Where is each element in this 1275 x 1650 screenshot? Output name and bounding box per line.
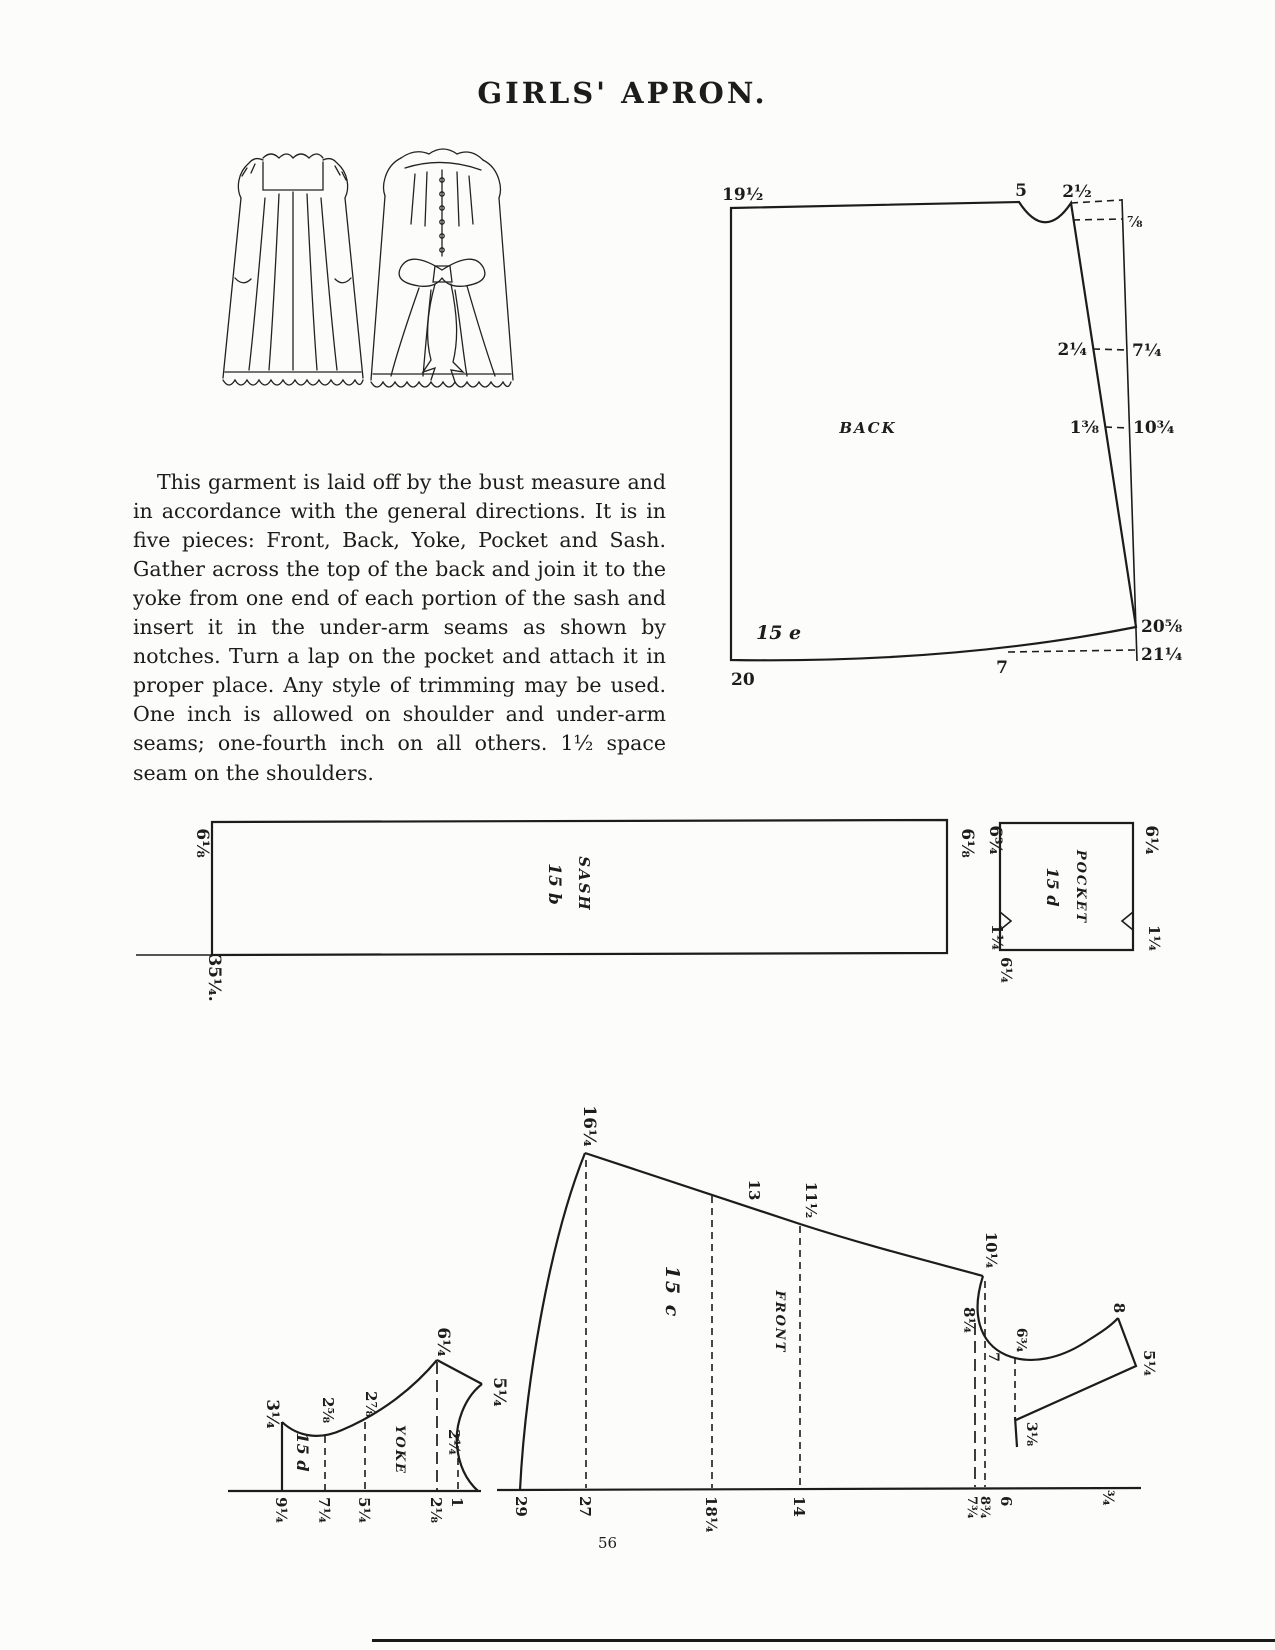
back-top-dash [1071, 200, 1122, 203]
pocket-pattern [985, 823, 1163, 983]
front-base-f: 8¾ [977, 1496, 992, 1519]
front-dim-tip-top: 8 [1110, 1302, 1128, 1314]
front-dim-armhole-b: 7 [985, 1352, 1001, 1362]
front-strap-edges [1016, 1318, 1136, 1420]
sash-piece-name: SASH [575, 856, 593, 912]
yoke-dim-tip: 5¼ [489, 1377, 509, 1407]
yoke-base-e: 1 [448, 1497, 466, 1508]
back-dim-right-2: 7¼ [1132, 341, 1162, 361]
pocket-dim-left-notch: 1¼ [988, 923, 1006, 951]
back-pattern [722, 181, 1183, 690]
front-base-b: 27 [576, 1496, 594, 1517]
back-dim-bottom-left: 20 [731, 670, 755, 690]
front-dim-strap: 3⅛ [1023, 1421, 1039, 1447]
page-title: GIRLS' APRON. [477, 76, 768, 110]
yoke-shoulder-edge [437, 1360, 482, 1384]
back-piece-name: BACK [839, 419, 897, 437]
front-baseline [497, 1488, 1141, 1490]
sash-dim-right: 6⅛ [957, 828, 977, 858]
pocket-outline [1000, 823, 1133, 950]
front-pattern [497, 1105, 1158, 1533]
pocket-piece-id: 15 d [1043, 867, 1062, 907]
yoke-piece-name: YOKE [392, 1425, 407, 1475]
yoke-right-curve [457, 1384, 482, 1491]
pocket-dim-left-top: 6¾ [985, 825, 1005, 855]
front-base-h: ¾ [1099, 1490, 1117, 1506]
front-piece-name: FRONT [772, 1290, 787, 1354]
yoke-top-curve [282, 1360, 437, 1436]
front-left-curve [520, 1153, 585, 1490]
front-piece-id: 15 c [661, 1265, 683, 1319]
back-piece-id: 15 e [756, 622, 802, 644]
back-dim-right-4: 20⅝ [1141, 617, 1183, 637]
back-dim-right-3: 10¾ [1133, 418, 1175, 438]
sash-dim-left: 6⅛ [192, 828, 212, 858]
pocket-piece-name: POCKET [1073, 849, 1088, 925]
back-dim-mid-1: 2¼ [1057, 340, 1087, 360]
yoke-base-c: 5¼ [355, 1497, 373, 1524]
yoke-dim-inner: 2¼ [445, 1428, 463, 1456]
sash-pattern [136, 820, 977, 1002]
pocket-dim-bottom: 6¼ [997, 956, 1015, 984]
yoke-base-b: 7¼ [315, 1497, 333, 1524]
bottom-rule [372, 1639, 1275, 1642]
front-base-a: 29 [512, 1496, 530, 1517]
yoke-dim-curve-b: 2⅞ [362, 1391, 380, 1417]
back-dim-right-1: ⅞ [1127, 213, 1143, 231]
back-straight-edge [1122, 199, 1137, 661]
back-dim-notch-right: 2½ [1062, 182, 1092, 202]
pocket-dim-right-top: 6¼ [1141, 825, 1161, 855]
front-armhole-curve [978, 1276, 1118, 1360]
back-dim-notch-left: 5 [1015, 181, 1027, 201]
description-paragraph: This garment is laid off by the bust measure and in accordance with the general directions. It is in five pieces: Front, Back, Yoke, Pocket and Sash. Gather across the top of the back and join it to the yoke from one end of each portion of the sash and insert it in the under-arm seams as shown by notches. Turn a lap on the pocket and attach it in proper place. Any style of trimming may be used. One inch is allowed on shoulder and under-arm seams; one-fourth inch on all others. 1½ space seam on the shoulders. [133, 469, 666, 785]
yoke-dim-left: 3¼ [262, 1399, 282, 1429]
yoke-dim-curve-a: 2⅝ [319, 1397, 337, 1423]
yoke-piece-id: 15 d [293, 1432, 312, 1472]
back-dash-4 [1008, 650, 1135, 652]
back-dim-right-5: 21¼ [1141, 645, 1183, 665]
front-dim-armhole-top: 10¼ [982, 1231, 1000, 1269]
sash-dim-length: 35¼. [204, 954, 224, 1002]
sash-piece-id: 15 b [544, 863, 564, 905]
back-dim-mid-2: 1⅜ [1069, 418, 1099, 438]
pocket-notch-left [1000, 912, 1011, 930]
front-base-d: 14 [790, 1496, 808, 1517]
back-dim-top-left: 19½ [722, 185, 764, 205]
front-base-e: 7¾ [964, 1496, 979, 1519]
back-dim-bottom-mid: 7 [996, 658, 1008, 678]
back-dash-2 [1093, 349, 1127, 350]
front-dim-shoulder-w: 6¾ [1013, 1327, 1029, 1353]
pocket-notch-right [1122, 912, 1133, 930]
front-dim-armhole-a: 8¼ [960, 1306, 978, 1334]
page-number: 56 [598, 1534, 618, 1552]
front-dim-peak: 16¼ [579, 1105, 599, 1147]
sash-outline [212, 820, 947, 955]
front-dim-top-b: 11½ [802, 1181, 820, 1219]
front-base-g: 6 [997, 1496, 1015, 1507]
front-base-c: 18¼ [702, 1496, 720, 1533]
front-dim-top-a: 13 [745, 1179, 763, 1201]
apron-illustration [205, 128, 525, 428]
yoke-base-a: 9¼ [272, 1497, 290, 1524]
back-dash-1 [1073, 219, 1122, 220]
pocket-dim-right-notch: 1¼ [1145, 924, 1163, 952]
yoke-dim-peak: 6¼ [433, 1327, 453, 1357]
front-dim-tip-right: 5¼ [1140, 1349, 1158, 1377]
front-strap-end [1015, 1417, 1017, 1447]
back-dash-3 [1105, 427, 1129, 428]
front-top-edge [585, 1153, 983, 1276]
yoke-base-d: 2⅛ [427, 1497, 445, 1523]
apron-front-figure [223, 154, 363, 385]
back-outline [731, 202, 1136, 660]
apron-back-figure [371, 149, 513, 387]
yoke-pattern [228, 1327, 509, 1523]
